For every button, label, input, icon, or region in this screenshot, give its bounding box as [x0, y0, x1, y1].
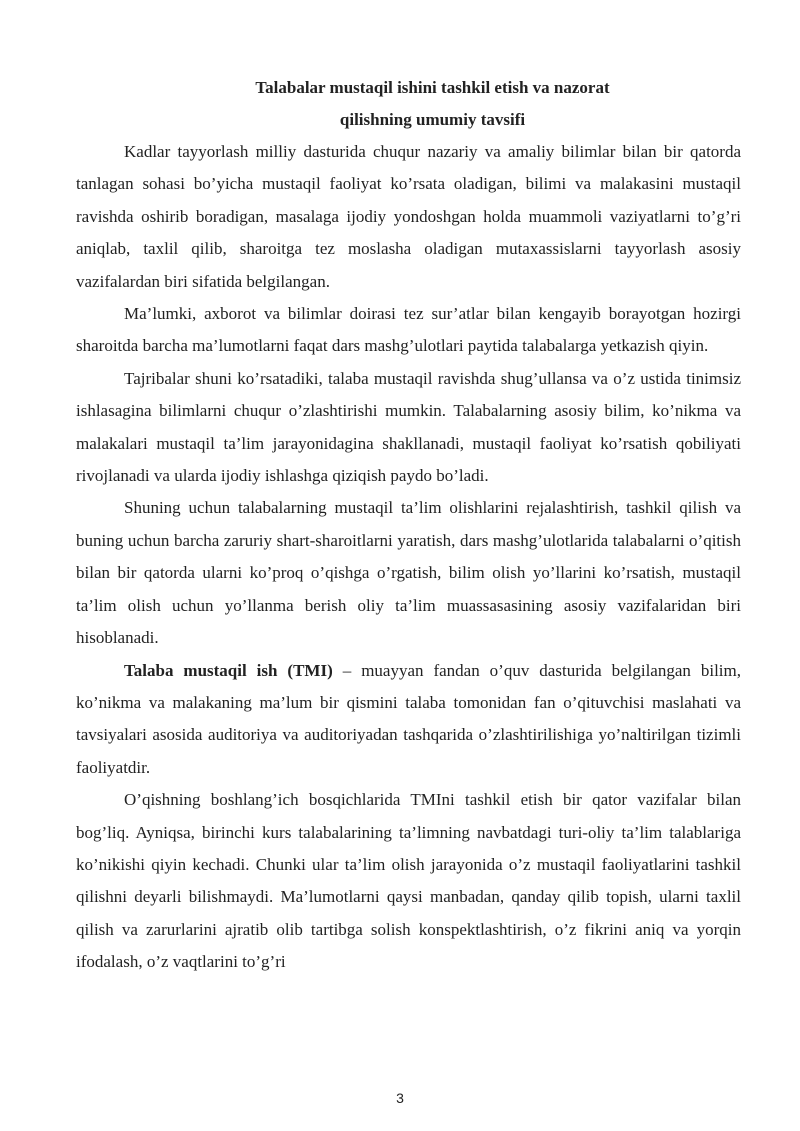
paragraph-3: Tajribalar shuni ko’rsatadiki, talaba mustaqil ravishda shug’ullansa va o’z ustida tinimsiz ishlasagina bilimlarni chuqur o’zlashtirishi mumkin. Talabalarning asosiy bilim, ko’nikma va malakalari mustaqil ta’lim jarayonidagina shakllanadi, mustaqil faoliyat ko’rsatish qobiliyati rivojlanadi va ularda ijodiy ishlashga qiziqish paydo bo’ladi.: [76, 368, 741, 486]
document-title-line-1: Talabalar mustaqil ishini tashkil etish va nazorat: [255, 78, 610, 97]
page-number: 3: [396, 1090, 404, 1106]
paragraph-2: Ma’lumki, axborot va bilimlar doirasi tez sur’atlar bilan kengayib borayotgan hozirgi sharoitda barcha ma’lumotlarni faqat dars mashg’ulotlari paytida talabalarga yetkazish qiyin.: [76, 304, 741, 356]
paragraph-1: Kadlar tayyorlash milliy dasturida chuqur nazariy va amaliy bilimlar bilan bir qatorda tanlagan sohasi bo’yicha mustaqil faoliyat ko’rsata oladigan, bilimi va malakasini mustaqil ravishda oshirib boradigan, masalaga ijodiy yondoshgan holda muammoli vaziyatlarni to’g’ri aniqlab, taxlil qilib, sharoitga tez moslasha oladigan mutaxassislarni tayyorlash asosiy vazifalardan biri sifatida belgilangan.: [76, 142, 741, 291]
definition-text: – muayyan fandan o’quv dasturida belgilangan bilim, ko’nikma va malakaning ma’lum bir qismini talaba tomonidan fan o’qituvchisi maslahati va tavsiyalari asosida auditoriya va auditoriyadan tashqarida o’zlashtirilishiga yo’naltirilgan tizimli faoliyatdir.: [76, 660, 741, 777]
definition-paragraph: [76, 655, 741, 785]
definition-term: Talaba mustaqil ish (TMI): [124, 660, 333, 680]
paragraph-last: O’qishning boshlang’ich bosqichlarida TMIni tashkil etish bir qator vazifalar bilan bog’liq. Ayniqsa, birinchi kurs talabalarining ta’limning navbatdagi turi-oliy ta’lim talablariga ko’nikishi qiyin kechadi. Chunki ular ta’lim olish jarayonida o’z mustaqil faoliyatlarini tashkil qilishni deyarli bilishmaydi. Ma’lumotlarni qaysi manbadan, qanday qilib topish, ularni taxlil qilish va zarurlarini ajratib olib tartibga solish konspektlashtirish, o’z fikrini aniq va yorqin ifodalash, o’z vaqtlarini to’g’ri: [76, 790, 741, 972]
paragraph-4: Shuning uchun talabalarning mustaqil ta’lim olishlarini rejalashtirish, tashkil qilish va buning uchun barcha zaruriy shart-sharoitlarni yaratish, dars mashg’ulotlarida talabalarni o’qitish bilan bir qatorda ularni ko’proq o’qishga o’rgatish, bilim olish yo’llarini ko’rsatish, mustaqil ta’lim olish uchun yo’llanma berish oliy ta’lim muassasasining asosiy vazifalaridan biri hisoblanadi.: [76, 498, 741, 648]
document-page: [76, 72, 741, 979]
document-title-line-2: qilishning umumiy tavsifi: [339, 110, 526, 129]
